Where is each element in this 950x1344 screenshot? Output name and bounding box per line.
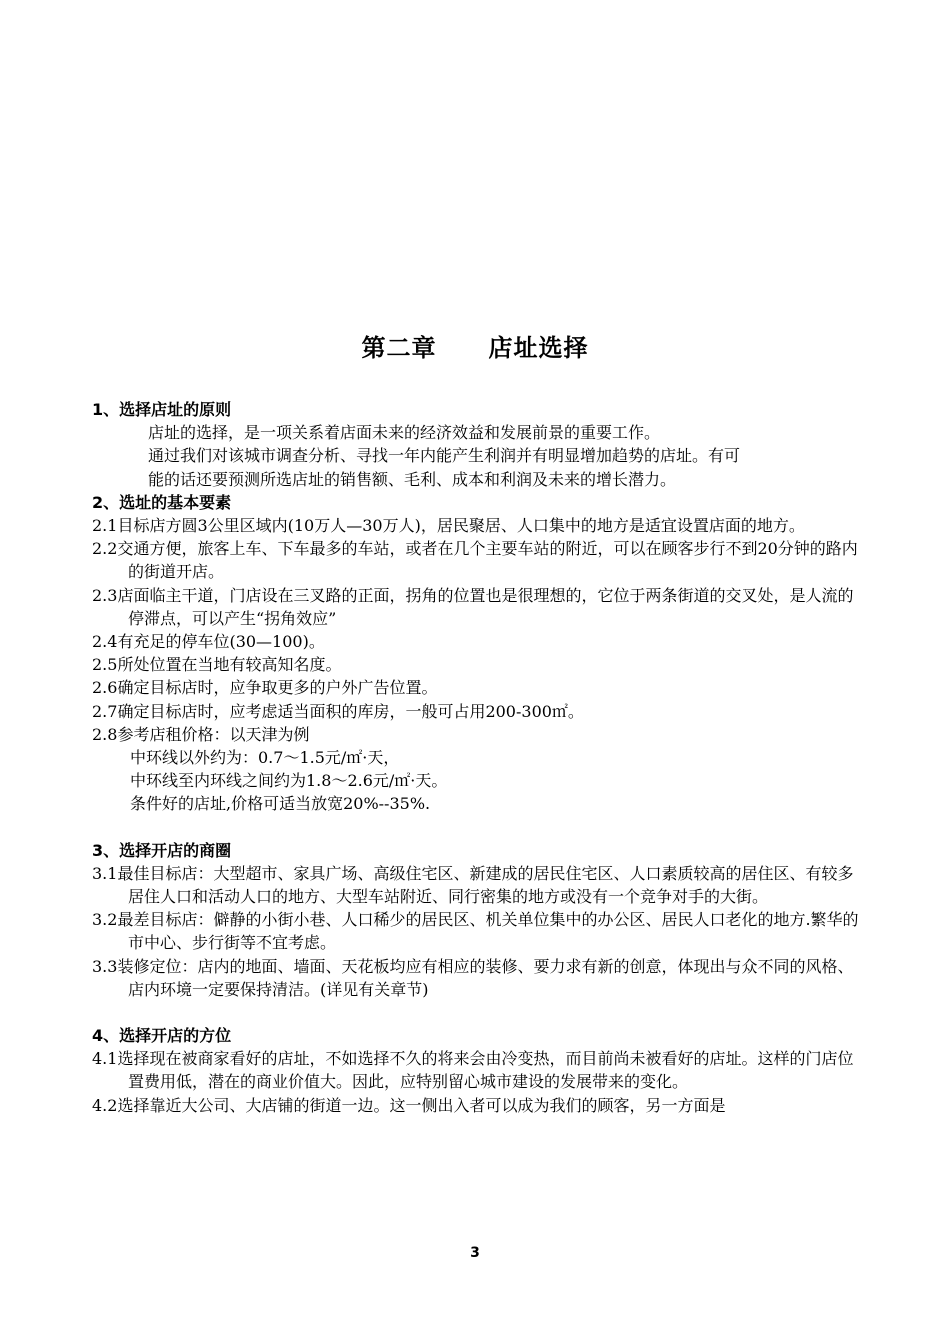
rent-line: 条件好的店址,价格可适当放宽20%--35%.	[130, 794, 431, 814]
list-item: 2.5所处位置在当地有较高知名度。	[92, 655, 342, 675]
list-item: 4.2选择靠近大公司、大店铺的街道一边。这一侧出入者可以成为我们的顾客，另一方面是	[92, 1095, 726, 1115]
list-item: 3.3装修定位：店内的地面、墙面、天花板均应有相应的装修、要力求有新的创意，体现出与众不同的风格、店内环境一定要保持清洁。(详见有关章节)	[92, 956, 854, 999]
list-item: 2.8参考店租价格：以天津为例	[92, 724, 310, 744]
list-item: 4.1选择现在被商家看好的店址，不如选择不久的将来会由冷变热，而目前尚未被看好的店址。这样的门店位置费用低，潜在的商业价值大。因此，应特别留心城市建设的发展带来的变化。	[92, 1049, 854, 1092]
section-heading: 1、选择店址的原则	[92, 400, 232, 419]
paragraph: 能的话还要预测所选店址的销售额、毛利、成本和利润及未来的增长潜力。	[148, 469, 677, 489]
rent-line: 中环线至内环线之间约为1.8～2.6元/㎡·天。	[130, 771, 448, 791]
list-item: 2.6确定目标店时，应争取更多的户外广告位置。	[92, 678, 438, 698]
list-item: 2.7确定目标店时，应考虑适当面积的库房，一般可占用200-300㎡。	[92, 701, 584, 721]
paragraph: 通过我们对该城市调查分析、寻找一年内能产生利润并有明显增加趋势的店址。有可	[148, 446, 741, 466]
chapter-title	[0, 328, 950, 363]
list-item: 3.1最佳目标店：大型超市、家具广场、高级住宅区、新建成的居民住宅区、人口素质较高的居住区、有较多居住人口和活动人口的地方、大型车站附近、同行密集的地方或没有一个竞争对手的大街。	[92, 863, 854, 907]
list-item: 2.3店面临主干道，门店设在三叉路的正面，拐角的位置也是很理想的，它位于两条街道的交叉处，是人流的停滞点，可以产生“拐角效应”	[92, 585, 854, 628]
section-heading: 2、选址的基本要素	[92, 492, 232, 512]
page-number: 3	[470, 1245, 480, 1261]
list-item: 2.2交通方便，旅客上车、下车最多的车站，或者在几个主要车站的附近，可以在顾客步行不到20分钟的路内的街道开店。	[92, 539, 858, 582]
document-body	[92, 398, 862, 1117]
chapter-number: 第二章	[361, 334, 437, 362]
list-item: 2.4有充足的停车位(30—100)。	[92, 632, 325, 652]
chapter-name: 店址选择	[488, 334, 589, 362]
rent-line: 中环线以外约为：0.7～1.5元/㎡·天，	[130, 748, 400, 768]
list-item: 2.1目标店方圆3公里区域内(10万人—30万人)，居民聚居、人口集中的地方是适宜设置店面的地方。	[92, 516, 805, 536]
list-item: 3.2最差目标店：僻静的小街小巷、人口稀少的居民区、机关单位集中的办公区、居民人口老化的地方.繁华的市中心、步行街等不宜考虑。	[92, 910, 859, 953]
section-heading: 4、选择开店的方位	[92, 1026, 232, 1046]
section-heading: 3、选择开店的商圈	[92, 840, 232, 860]
paragraph: 店址的选择，是一项关系着店面未来的经济效益和发展前景的重要工作。	[148, 423, 661, 443]
